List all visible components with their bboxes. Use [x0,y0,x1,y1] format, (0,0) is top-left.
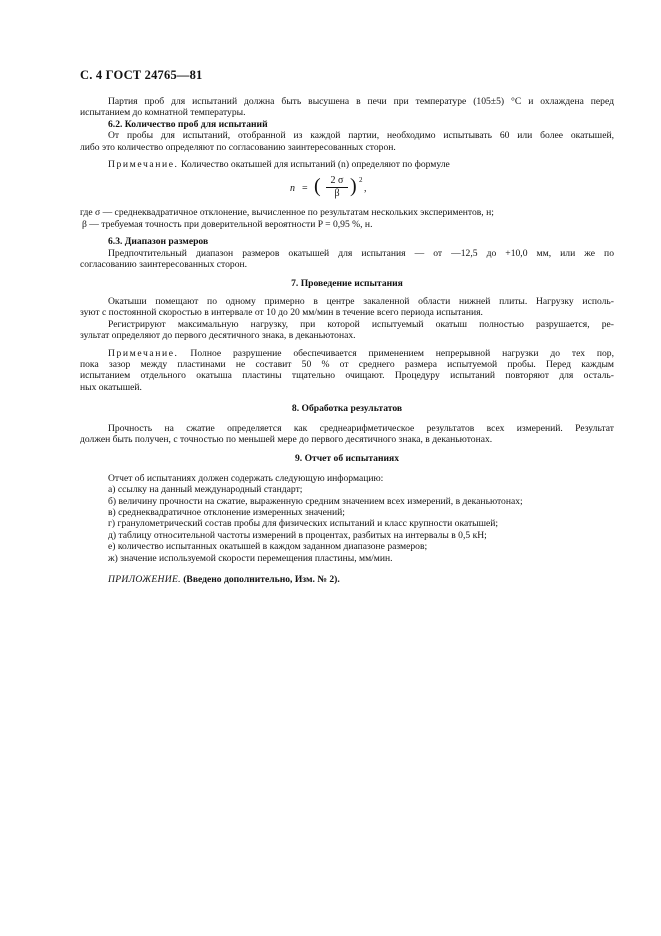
subsection-heading-6-3: 6.3. Диапазон размеров [108,236,209,248]
note-destruction [80,348,614,394]
list-item: в) среднеквадратичное отклонение измеренных значений; [108,506,345,518]
text-line: зуют с постоянной скоростью в интервале от 10 до 20 мм/мин в течение всего периода испытания. [80,307,483,319]
paragraph-size-range [80,248,614,271]
list-item: б) величину прочности на сжатие, выраженную средним значением всех измерений, в деканьютонах; [108,495,523,507]
formula-exponent: 2 [359,176,363,185]
formula-definitions [80,207,614,230]
document-body [80,96,614,585]
text-line: ных окатышей. [80,381,142,393]
paragraph-max-load [80,319,614,342]
formula-numerator: 2 σ [330,175,344,187]
list-item: г) гранулометрический состав пробы для физических испытаний и класс крупности окатышей; [108,518,499,530]
list-item: д) таблицу относительной частоты измерений в процентах, разбитых на интервалы в 0,5 кН; [108,529,487,541]
formula-left-paren: ( [314,175,321,198]
formula-denominator: β [334,188,340,200]
section-heading-8: 8. Обработка результатов [291,403,403,415]
text-line: испытанием до комнатной температуры. [80,107,246,119]
note-text: Количество окатышей для испытаний (n) определяют по формуле [178,159,450,171]
text-line: Отчет об испытаниях должен содержать следующую информацию: [108,472,384,484]
paragraph-results [80,423,614,446]
section-heading-7: 7. Проведение испытания [291,278,403,290]
text-line: согласованию заинтересованных сторон. [80,259,248,271]
note-label: Примечание. [108,159,179,171]
text-line: Регистрируют максимальную нагрузку, при которой испытуемый окатыш полностью разрушается, ре- [108,318,614,330]
report-requirements-list [108,484,614,564]
text-line: либо это количество определяют по согласованию заинтересованных сторон. [80,141,396,153]
appendix-label: ПРИЛОЖЕНИЕ. [108,574,181,585]
list-item: е) количество испытанных окатышей в каждом заданном диапазоне размеров; [108,541,428,553]
text-line: Партия проб для испытаний должна быть высушена в печи при температуре (105±5) °С и охлаждена перед [108,96,614,107]
definition-sigma: где σ — среднеквадратичное отклонение, вычисленное по результатам нескольких экспериментов, н; [80,207,494,219]
text-line [80,348,614,359]
formula-comma: , [364,183,367,195]
paragraph-drying [80,96,614,119]
appendix-note [108,574,614,585]
text-line: От пробы для испытаний, отобранной из каждой партии, необходимо испытывать 60 или более окатышей, [108,130,614,142]
definition-beta: β — требуемая точность при доверительной вероятности P = 0,95 %, н. [82,218,373,230]
text-line: Предпочтительный диапазон размеров окатышей для испытания — от —12,5 до +10,0 мм, или же по [108,247,614,259]
formula-equals: = [302,183,308,195]
subsection-heading-6-2: 6.2. Количество проб для испытаний [108,118,268,130]
paragraph-procedure [80,296,614,319]
note-label: Примечание. [108,347,179,359]
section-heading-9: 9. Отчет об испытаниях [294,453,399,465]
list-item: ж) значение используемой скорости перемещения пластины, мм/мин. [108,552,393,564]
formula [80,175,614,201]
text-line: Прочность на сжатие определяется как среднеарифметическое результатов всех измерений. Результат [108,422,614,434]
text-line: Окатыши помещают по одному примерно в центре закаленной области нижней плиты. Нагрузку исполь- [108,295,614,307]
appendix-text: (Введено дополнительно, Изм. № 2). [180,574,340,585]
formula-n: n [290,183,295,195]
paragraph-sample-count [80,130,614,153]
list-item: а) ссылку на данный международный стандарт; [108,484,303,496]
text-line: пока зазор между пластинами не составит 50 % от среднего размера испытуемой пробы. Перед каждым [80,358,614,370]
text-line: должен быть получен, с точностью по меньшей мере до первого десятичного знака, в деканьютонах. [80,433,493,445]
formula-right-paren: ) [350,175,357,198]
text-line: зультат определяют до первого десятичного знака, в деканьютонах. [80,330,356,342]
page-header: С. 4 ГОСТ 24765—81 [80,68,203,82]
paragraph-report-intro [80,473,614,484]
note-sample-formula [80,159,614,170]
text-line: испытанием отдельного окатыша пластины тщательно очищают. Процедуру испытаний повторяют для осталь- [80,370,614,382]
note-text: Полное разрушение обеспечивается применением непрерывной нагрузки до тех пор, [178,347,614,359]
